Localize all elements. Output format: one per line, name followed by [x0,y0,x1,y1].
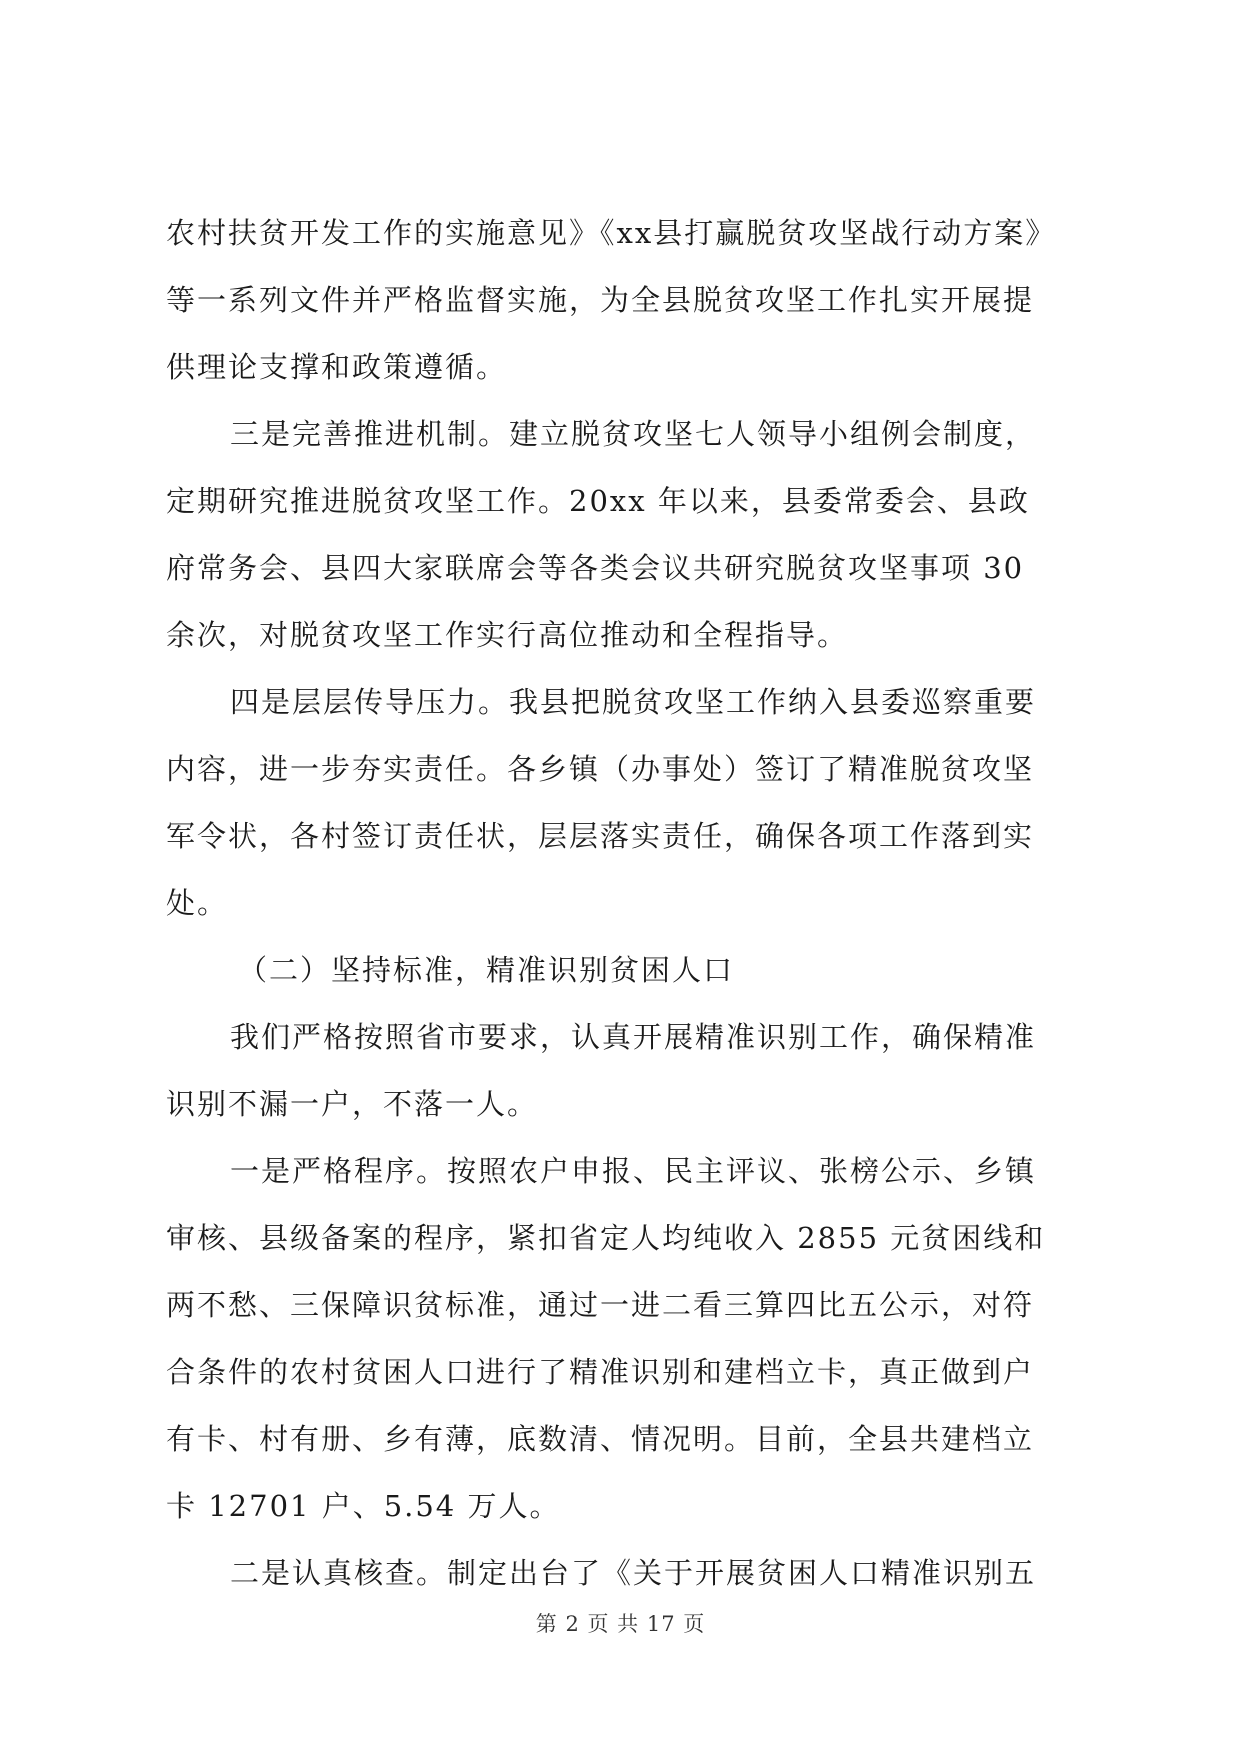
section-heading: （二）坚持标准，精准识别贫困人口 [238,953,735,987]
text-line: 等一系列文件并严格监督实施，为全县脱贫攻坚工作扎实开展提 [166,283,1035,317]
text-line: 供理论支撑和政策遵循。 [166,350,508,384]
text-line: 审核、县级备案的程序，紧扣省定人均纯收入 2855 元贫困线和 [166,1221,1046,1255]
text-line: 合条件的农村贫困人口进行了精准识别和建档立卡，真正做到户 [166,1355,1035,1389]
paragraph-start-line: 四是层层传导压力。我县把脱贫攻坚工作纳入县委巡察重要 [230,685,1037,719]
text-line: 军令状，各村签订责任状，层层落实责任，确保各项工作落到实 [166,819,1035,853]
text-line: 处。 [166,886,229,920]
text-line: 余次，对脱贫攻坚工作实行高位推动和全程指导。 [166,618,849,652]
text-line: 定期研究推进脱贫攻坚工作。20xx 年以来，县委常委会、县政 [166,484,1030,518]
paragraph-start-line: 二是认真核查。制定出台了《关于开展贫困人口精准识别五 [230,1556,1037,1590]
text-line: 农村扶贫开发工作的实施意见》《xx县打赢脱贫攻坚战行动方案》 [166,216,1057,250]
text-line: 两不愁、三保障识贫标准，通过一进二看三算四比五公示，对符 [166,1288,1035,1322]
page-number-footer: 第 2 页 共 17 页 [535,1612,706,1636]
document-body [166,200,1086,1607]
text-line: 有卡、村有册、乡有薄，底数清、情况明。目前，全县共建档立 [166,1422,1035,1456]
text-line: 府常务会、县四大家联席会等各类会议共研究脱贫攻坚事项 30 [166,551,1025,585]
paragraph-start-line: 三是完善推进机制。建立脱贫攻坚七人领导小组例会制度， [230,417,1037,451]
paragraph-start-line: 我们严格按照省市要求，认真开展精准识别工作，确保精准 [230,1020,1037,1054]
text-line: 内容，进一步夯实责任。各乡镇（办事处）签订了精准脱贫攻坚 [166,752,1035,786]
text-line: 识别不漏一户，不落一人。 [166,1087,539,1121]
text-line: 卡 12701 户、5.54 万人。 [166,1489,561,1523]
paragraph-start-line: 一是严格程序。按照农户申报、民主评议、张榜公示、乡镇 [230,1154,1037,1188]
